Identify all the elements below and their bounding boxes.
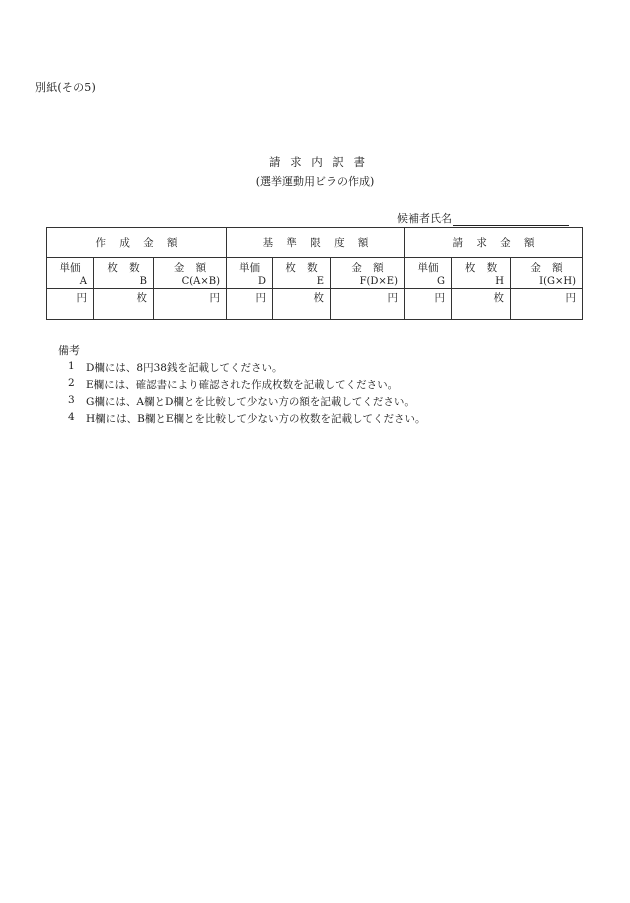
document-title: 請 求 内 訳 書 [268, 155, 366, 169]
annex-label: 別紙(その5) [35, 81, 96, 94]
column-header-row [47, 258, 583, 289]
group-header-row [47, 228, 583, 258]
column-header-f: 金 額 F(D×E) [331, 258, 405, 289]
cell-a-unit-price[interactable]: 円 [47, 289, 94, 320]
remark-item: 1 D欄には、8円38銭を記載してください。 [68, 360, 283, 374]
remarks-title: 備考 [58, 344, 80, 357]
column-header-h: 枚 数 H [452, 258, 511, 289]
cell-d-unit-price[interactable]: 円 [227, 289, 273, 320]
column-header-d: 単価 D [227, 258, 273, 289]
remark-item: 3 G欄には、A欄とD欄とを比較して少ない方の額を記載してください。 [68, 394, 415, 408]
column-header-c: 金 額 C(A×B) [154, 258, 227, 289]
column-header-i: 金 額 I(G×H) [511, 258, 583, 289]
cell-h-quantity[interactable]: 枚 [452, 289, 511, 320]
cell-e-quantity[interactable]: 枚 [273, 289, 331, 320]
column-header-a: 単価 A [47, 258, 94, 289]
claim-breakdown-table [46, 227, 583, 320]
group-header-production-amount: 作 成 金 額 [47, 228, 227, 258]
column-header-b: 枚 数 B [94, 258, 154, 289]
cell-b-quantity[interactable]: 枚 [94, 289, 154, 320]
cell-f-amount[interactable]: 円 [331, 289, 405, 320]
entry-row [47, 289, 583, 320]
group-header-standard-limit: 基 準 限 度 額 [227, 228, 405, 258]
candidate-name-label: 候補者氏名 [397, 212, 452, 225]
column-header-g: 単価 G [405, 258, 452, 289]
group-header-claim-amount: 請 求 金 額 [405, 228, 583, 258]
candidate-name-blank[interactable] [453, 214, 569, 226]
remark-item: 4 H欄には、B欄とE欄とを比較して少ない方の枚数を記載してください。 [68, 411, 426, 425]
remarks-list [68, 360, 426, 428]
remark-item: 2 E欄には、確認書により確認された作成枚数を記載してください。 [68, 377, 399, 391]
cell-i-amount[interactable]: 円 [511, 289, 583, 320]
column-header-e: 枚 数 E [273, 258, 331, 289]
cell-g-unit-price[interactable]: 円 [405, 289, 452, 320]
cell-c-amount[interactable]: 円 [154, 289, 227, 320]
document-subtitle: (選挙運動用ビラの作成) [255, 175, 375, 188]
candidate-name-field [397, 210, 569, 226]
